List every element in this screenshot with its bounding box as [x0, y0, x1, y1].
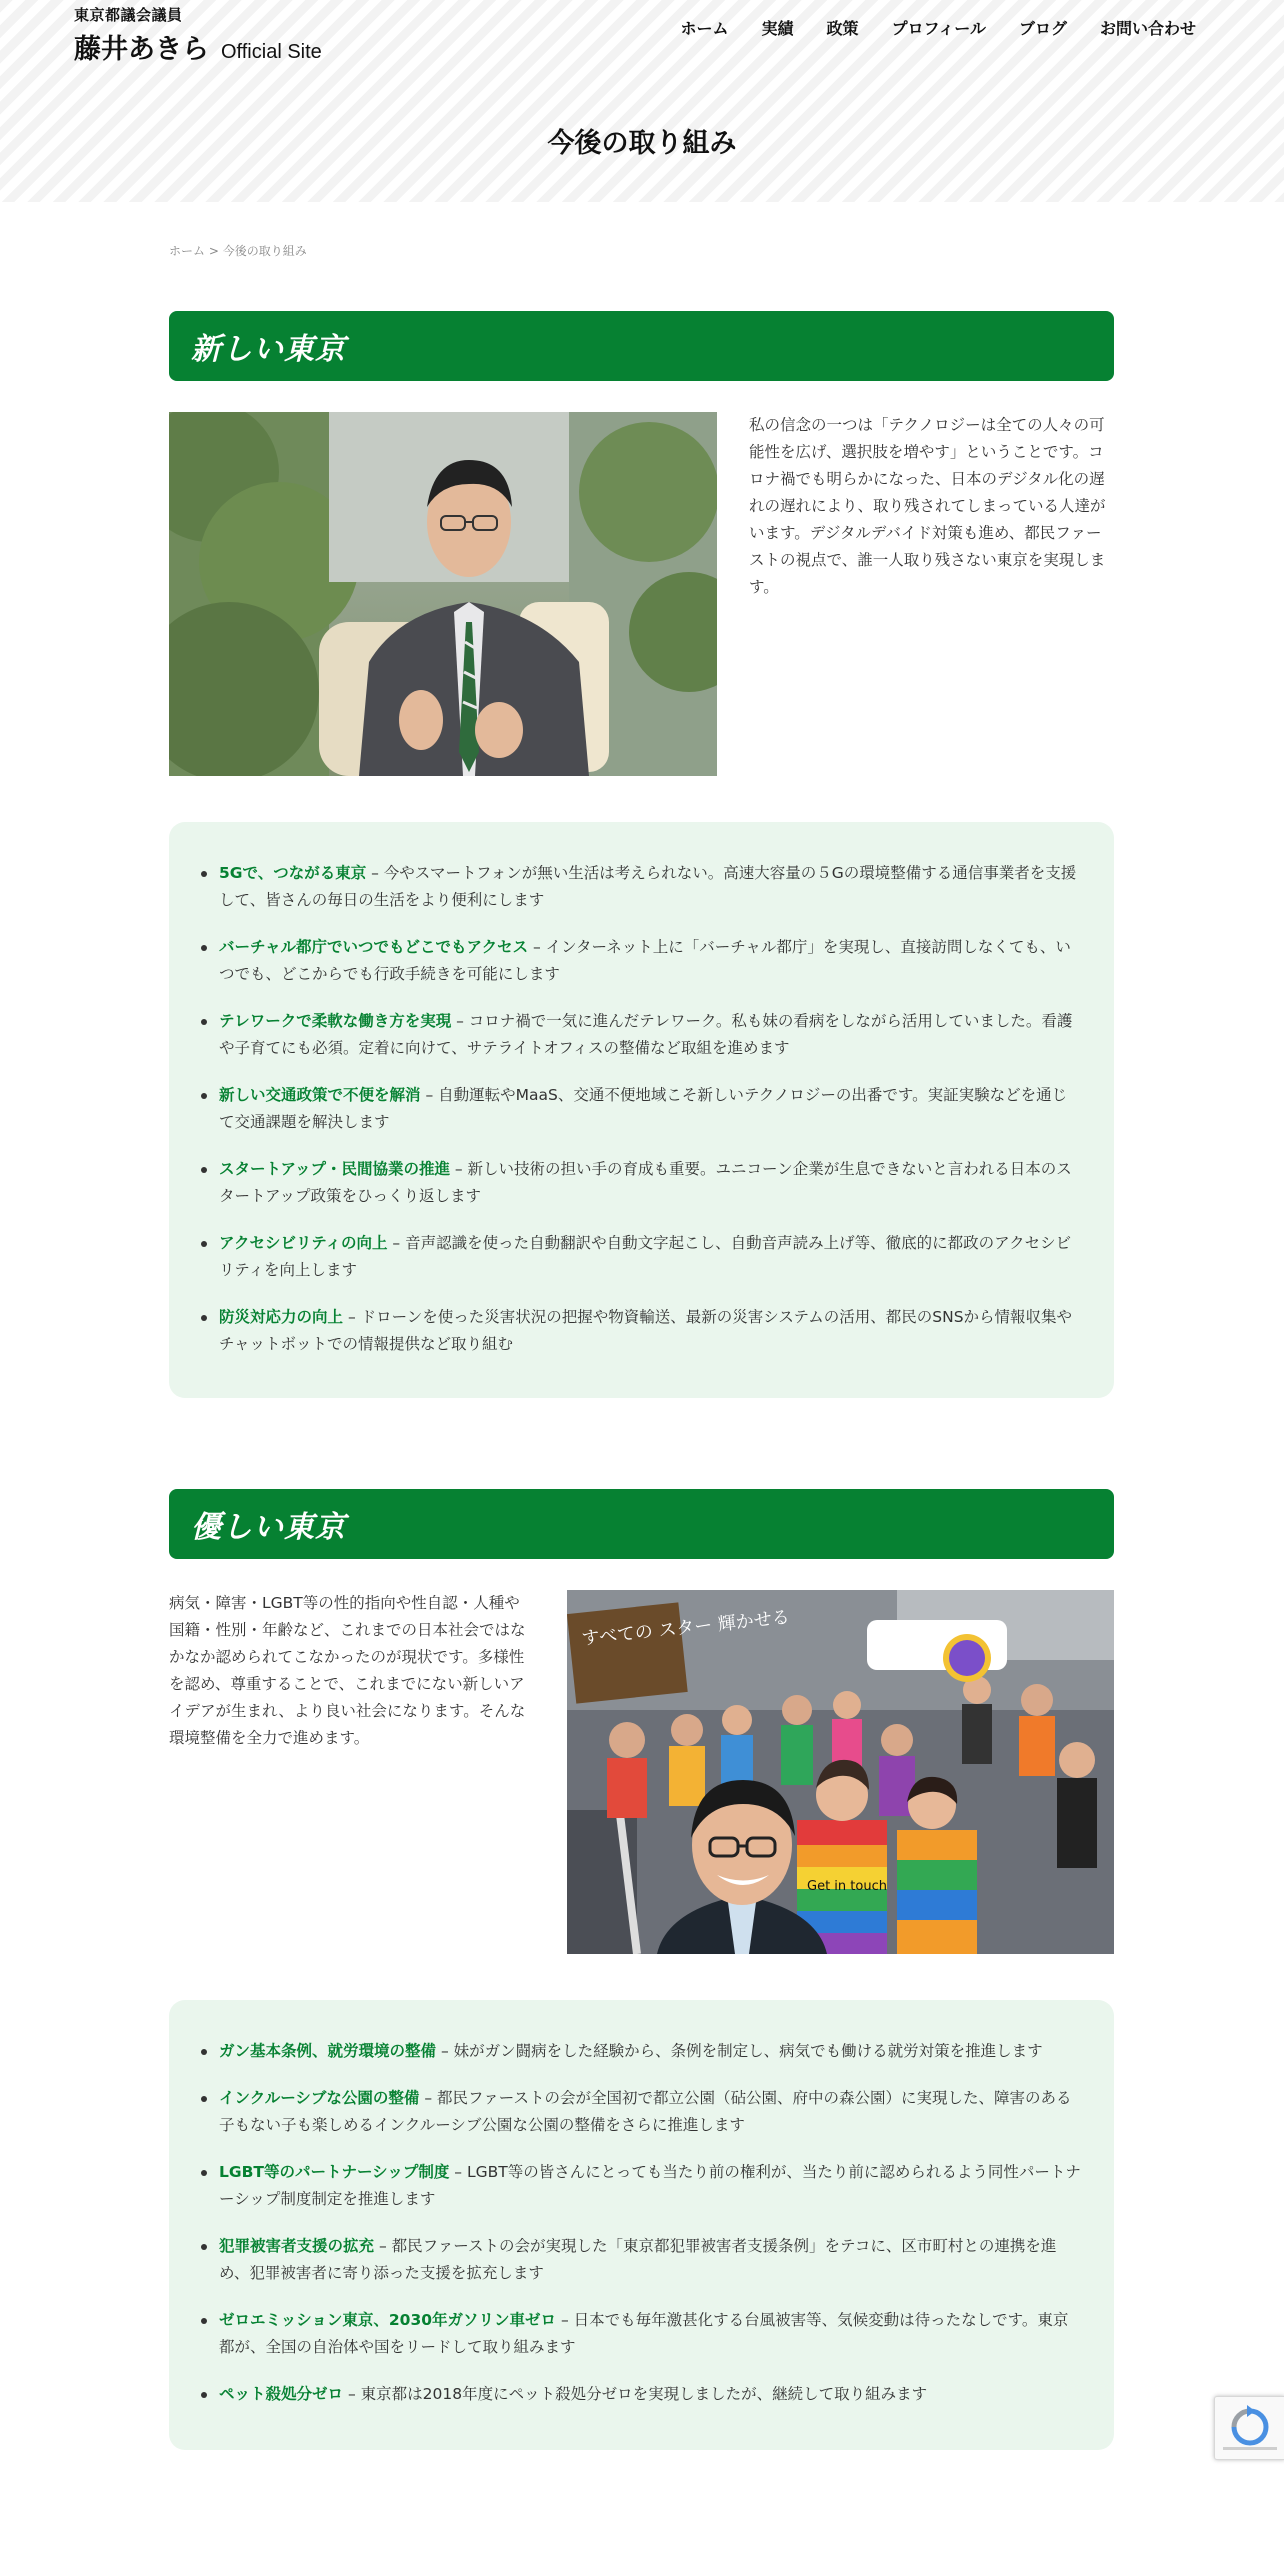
policy-list	[219, 860, 1082, 1358]
recaptcha-badge[interactable]	[1214, 2396, 1284, 2460]
policy-description: – 新しい技術の担い手の育成も重要。ユニコーン企業が生息できないと言われる日本のスタートアップ政策をひっくり返します	[219, 1160, 1072, 1205]
breadcrumb-home[interactable]: ホーム	[169, 244, 206, 258]
section-intro-text: 私の信念の一つは「テクノロジーは全ての人々の可能性を広げ、選択肢を増やす」ということです。コロナ禍でも明らかになった、日本のデジタル化の遅れの遅れにより、取り残されてしまっている人達がいます。デジタルデバイド対策も進め、都民ファーストの視点で、誰一人取り残さない東京を実現します。	[749, 416, 1106, 596]
recaptcha-icon	[1215, 2397, 1284, 2459]
list-item	[219, 2381, 1082, 2408]
logo-name: 藤井あきら	[74, 34, 209, 65]
policy-keyword: ゼロエミッション東京、2030年ガソリン車ゼロ	[219, 2311, 557, 2329]
nav-item-policy[interactable]: 政策	[826, 19, 859, 38]
nav-item-achievements[interactable]: 実績	[761, 19, 794, 38]
list-item	[219, 1156, 1082, 1210]
shirt-text: Get in touch	[807, 1879, 887, 1894]
policy-description: – インターネット上に「バーチャル都庁」を実現し、直接訪問しなくても、いつでも、どこからでも行政手続きを可能にします	[219, 938, 1071, 983]
list-item	[219, 1304, 1082, 1358]
section-heading-new-tokyo	[169, 311, 1114, 381]
list-item	[219, 2038, 1082, 2065]
policy-keyword: アクセシビリティの向上	[219, 1234, 388, 1252]
logo-suffix: Official Site	[221, 41, 322, 63]
policy-keyword: 防災対応力の向上	[219, 1308, 344, 1326]
list-item	[219, 1230, 1082, 1284]
pride-parade-photo	[567, 1590, 1114, 1954]
policy-description: – 自動運転やMaaS、交通不便地域こそ新しいテクノロジーの出番です。実証実験などを通じて交通課題を解決します	[219, 1086, 1068, 1131]
section-title: 新しい東京	[191, 332, 346, 367]
policy-description: – 妹がガン闘病をした経験から、条例を制定し、病気でも働ける就労対策を推進します	[436, 2042, 1043, 2060]
policy-keyword: 犯罪被害者支援の拡充	[219, 2237, 375, 2255]
section-intro-text: 病気・障害・LGBT等の性的指向や性自認・人種や国籍・性別・年齢など、これまでの日本社会ではなかなか認められてこなかったのが現状です。多様性を認め、尊重することで、これまでにない新しいアイデアが生まれ、より良い社会になります。そんな環境整備を全力で進めます。	[169, 1594, 526, 1747]
list-item	[219, 2159, 1082, 2213]
breadcrumb-separator: >	[208, 244, 219, 258]
portrait-photo	[169, 412, 717, 776]
nav-item-contact[interactable]: お問い合わせ	[1099, 19, 1196, 38]
logo-subtitle: 東京都議会議員	[74, 6, 183, 24]
nav-item-blog[interactable]: ブログ	[1018, 19, 1067, 38]
list-item	[219, 2307, 1082, 2361]
section-heading-kind-tokyo	[169, 1489, 1114, 1559]
policy-keyword: ガン基本条例、就労環境の整備	[219, 2042, 437, 2060]
main-nav	[648, 16, 1196, 39]
policy-keyword: ペット殺処分ゼロ	[219, 2385, 344, 2403]
policy-keyword: 5Gで、つながる東京	[219, 864, 367, 882]
list-item	[219, 2233, 1082, 2287]
policy-description: – 都民ファーストの会が全国初で都立公園（砧公園、府中の森公園）に実現した、障害のある子もない子も楽しめるインクルーシブ公園な公園の整備をさらに推進します	[219, 2089, 1072, 2134]
policy-description: – コロナ禍で一気に進んだテレワーク。私も妹の看病をしながら活用していました。看護や子育てにも必須。定着に向けて、サテライトオフィスの整備など取組を進めます	[219, 1012, 1073, 1057]
list-item	[219, 1008, 1082, 1062]
section-title: 優しい東京	[191, 1510, 346, 1545]
nav-item-profile[interactable]: プロフィール	[891, 19, 986, 38]
policy-keyword: LGBT等のパートナーシップ制度	[219, 2163, 450, 2181]
policy-keyword: 新しい交通政策で不便を解消	[219, 1086, 421, 1104]
breadcrumb	[169, 242, 307, 259]
list-item	[219, 1082, 1082, 1136]
list-item	[219, 2085, 1082, 2139]
list-item	[219, 934, 1082, 988]
policy-keyword: バーチャル都庁でいつでもどこでもアクセス	[219, 938, 529, 956]
sign-text: すべての スター 輝かせる	[580, 1606, 791, 1650]
policy-description: – 東京都は2018年度にペット殺処分ゼロを実現しましたが、継続して取り組みます	[343, 2385, 928, 2403]
policy-description: – 今やスマートフォンが無い生活は考えられない。高速大容量の５Gの環境整備する通信事業者を支援して、皆さんの毎日の生活をより便利にします	[219, 864, 1077, 909]
page-title: 今後の取り組み	[547, 128, 737, 160]
policy-keyword: スタートアップ・民間協業の推進	[219, 1160, 450, 1178]
list-item	[219, 860, 1082, 914]
policy-description: – 音声認識を使った自動翻訳や自動文字起こし、自動音声読み上げ等、徹底的に都政のアクセシビリティを向上します	[219, 1234, 1072, 1279]
policy-description: – ドローンを使った災害状況の把握や物資輸送、最新の災害システムの活用、都民のSNSから情報収集やチャットボットでの情報提供など取り組む	[219, 1308, 1073, 1353]
policy-description: – 都民ファーストの会が実現した「東京都犯罪被害者支援条例」をテコに、区市町村との連携を進め、犯罪被害者に寄り添った支援を拡充します	[219, 2237, 1057, 2282]
nav-item-home[interactable]: ホーム	[680, 19, 729, 38]
breadcrumb-current: 今後の取り組み	[222, 244, 307, 258]
policy-panel-kind-tokyo	[169, 2000, 1114, 2450]
site-logo[interactable]	[74, 4, 322, 66]
policy-panel-new-tokyo	[169, 822, 1114, 1398]
policy-keyword: テレワークで柔軟な働き方を実現	[219, 1012, 452, 1030]
policy-description: – LGBT等の皆さんにとっても当たり前の権利が、当たり前に認められるよう同性パートナーシップ制度制定を推進します	[219, 2163, 1081, 2208]
policy-keyword: インクルーシブな公園の整備	[219, 2089, 420, 2107]
policy-list	[219, 2038, 1082, 2408]
policy-description: – 日本でも毎年激甚化する台風被害等、気候変動は待ったなしです。東京都が、全国の自治体や国をリードして取り組みます	[219, 2311, 1069, 2356]
